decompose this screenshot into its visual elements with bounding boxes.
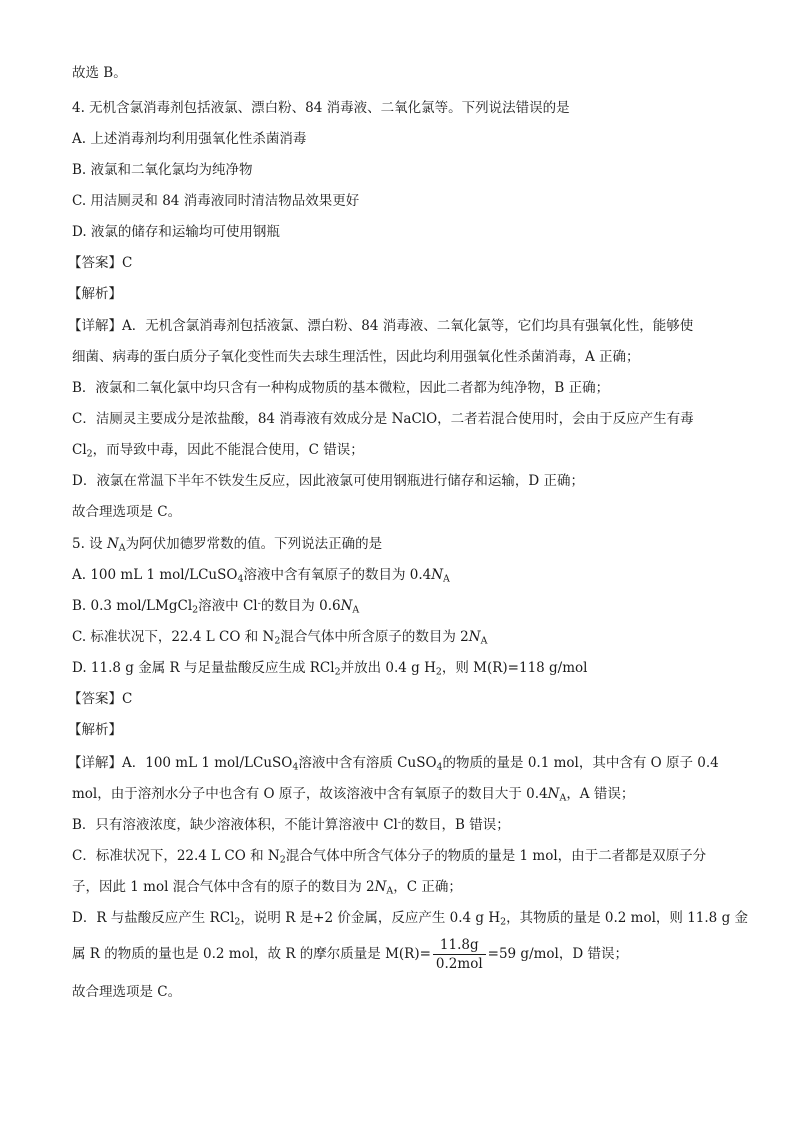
question-5-option-c: C. 标准状况下，22.4 L CO 和 $N_2$混合气体中所含原子的数目为 $2N_A$ (72, 629, 488, 647)
question-5-option-b: B. 0.3 mol/LMgCl$_2$溶液中 Cl-的数目为 $0.6N_A$ (72, 597, 360, 616)
question-4-option-d: D. 液氯的储存和运输均可使用钢瓶 (72, 224, 280, 240)
question-4-answer: 【答案】C (68, 255, 133, 271)
question-5-detail-line: C．标准状况下，22.4 L CO 和 $N_2$混合气体中所含气体分子的物质的量是 1 mol，由于二者都是双原子分 (72, 848, 707, 866)
question-4-conclusion: 故合理选项是 C。 (72, 504, 182, 520)
question-4-detail-line: 【详解】A．无机含氯消毒剂包括液氯、漂白粉、84 消毒液、二氧化氯等，它们均具有强氧化性，能够使 (68, 318, 694, 334)
question-4-detail-line: $Cl_2$，而导致中毒，因此不能混合使用，C 错误； (72, 442, 364, 460)
question-5-answer: 【答案】C (68, 691, 133, 707)
fraction-numerator: 11.8g (433, 936, 486, 955)
question-4-detail-line: B．液氯和二氧化氯中均只含有一种构成物质的基本微粒，因此二者都为纯净物，B 正确； (72, 380, 610, 396)
question-4-option-c: C. 用洁厕灵和 84 消毒液同时清洁物品效果更好 (72, 193, 360, 209)
question-5-analysis-label: 【解析】 (68, 722, 122, 738)
question-5-detail-line: 【详解】A．100 mL 1 mol/LCuSO$_4$溶液中含有溶质 CuSO$_4$的物质的量是 0.1 mol，其中含有 O 原子 0.4 (68, 755, 719, 773)
question-5-detail-line: D．R 与盐酸反应产生 RCl$_2$，说明 R 是+2 价金属，反应产生 0.4 g $H_2$，其物质的量是 0.2 mol，则 11.8 g 金 (72, 910, 748, 928)
question-5-detail-line: B．只有溶液浓度，缺少溶液体积，不能计算溶液中 Cl-的数目，B 错误； (72, 816, 510, 833)
question-5-conclusion: 故合理选项是 C。 (72, 984, 182, 1000)
question-5-detail-line: 属 R 的物质的量也是 0.2 mol，故 R 的摩尔质量是 M(R)= $\frac{11.8g}{\text{0.2mol}}$ =59 g/mol，D 错误； (72, 937, 628, 972)
question-4-analysis-label: 【解析】 (68, 286, 122, 302)
question-5-detail-line: 子，因此 1 mol 混合气体中含有的原子的数目为 $2N_A$，C 正确； (72, 879, 462, 897)
question-4-detail-line: 细菌、病毒的蛋白质分子氧化变性而失去球生理活性，因此均利用强氧化性杀菌消毒，A 正确； (72, 349, 640, 365)
question-4-detail-line: D．液氯在常温下半年不铁发生反应，因此液氯可使用钢瓶进行储存和运输，D 正确； (72, 473, 584, 489)
question-5-detail-line: mol，由于溶剂水分子中也含有 O 原子，故该溶液中含有氧原子的数目大于 $0.4N_A$，A 错误； (72, 786, 635, 804)
question-5-option-a: A. 100 mL 1 mol/LCuSO$_4$溶液中含有氧原子的数目为 $0.4N_A$ (72, 567, 450, 585)
question-4-detail-line: C．洁厕灵主要成分是浓盐酸，84 消毒液有效成分是 NaClO，二者若混合使用时，会由于反应产生有毒 (72, 411, 694, 427)
question-5-option-d: D. 11.8 g 金属 R 与足量盐酸反应生成 RCl$_2$并放出 0.4 g $H_2$，则 M(R)=118 g/mol (72, 660, 588, 678)
molar-mass-fraction (433, 936, 486, 973)
fraction-denominator: 0.2mol (435, 956, 483, 972)
question-5-stem: 5. 设 $N_A$为阿伏加德罗常数的值。下列说法正确的是 (72, 536, 383, 554)
question-4-option-a: A. 上述消毒剂均利用强氧化性杀菌消毒 (72, 131, 307, 147)
question-4-option-b: B. 液氯和二氧化氯均为纯净物 (72, 162, 253, 178)
question-4-stem: 4. 无机含氯消毒剂包括液氯、漂白粉、84 消毒液、二氧化氯等。下列说法错误的是 (72, 100, 570, 116)
text-line: 故选 B。 (72, 65, 127, 81)
